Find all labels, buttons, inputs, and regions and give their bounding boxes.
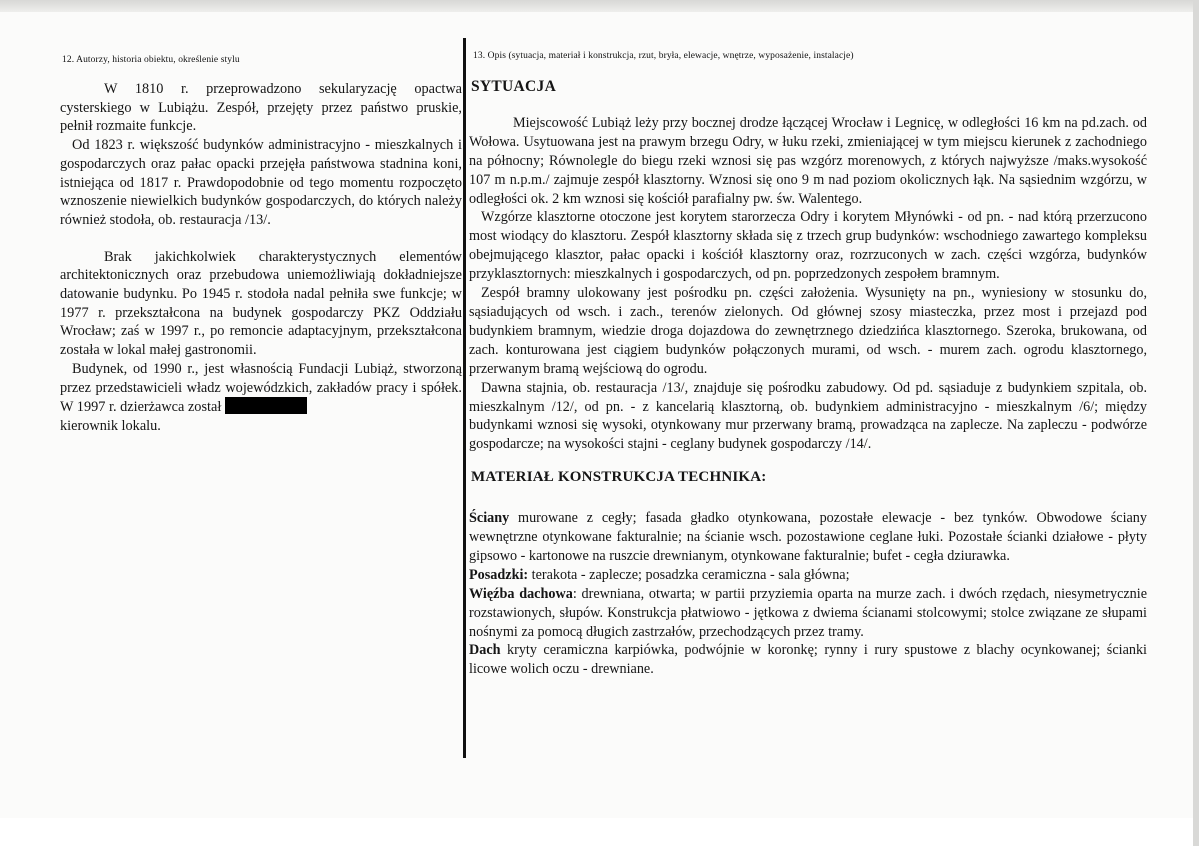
- material-term: Więźba dachowa: [469, 585, 573, 602]
- right-section-heading: 13. Opis (sytuacja, materiał i konstrukcja, rzut, bryła, elewacje, wnętrze, wyposażenie, instalacje): [473, 51, 854, 61]
- left-section-heading: 12. Autorzy, historia obiektu, określenie stylu: [62, 55, 240, 65]
- material-item-walls: [469, 509, 1147, 566]
- material-item-floors: [469, 566, 1147, 585]
- scan-edge-top: [0, 0, 1199, 12]
- situation-title: SYTUACJA: [471, 78, 557, 95]
- material-item-roof-truss: [469, 585, 1147, 642]
- redaction-block: [225, 397, 307, 414]
- history-paragraph-2: Od 1823 r. większość budynków administracyjno - mieszkalnych i gospodarczych oraz pałac opacki przejęła państwowa stadnina koni, istniejąca od 1817 r. Prawdopodobnie od tego momentu rozpoczęto wznoszenie niewielkich budynków gospodarczych, do których należy również stodoła, ob. restauracja /13/.: [60, 137, 462, 228]
- situation-paragraph-2: Wzgórze klasztorne otoczone jest korytem starorzecza Odry i korytem Młynówki - od pn. - nad którą przerzucono most wiodący do klasztoru. Zespół klasztorny składa się z trzech grup budynków: wschodniego zawartego kompleksu obejmującego klasztor, pałac opacki i kościół klasztorny oraz, rozrzuconych w zach. części wzgórza, budynków przyklasztornych: mieszkalnych i gospodarczych, od pn. poprzedzonych zespołem bramnym.: [469, 209, 1147, 283]
- material-text: murowane z cegły; fasada gładko otynkowana, pozostałe elewacje - bez tynków. Obwodowe ściany wewnętrzne otynkowane fakturalnie; na ścianie wsch. pozostawione ceglane łuki. Pozostałe ścianki działowe - płyty gipsowo - kartonowe na ruszcie drewnianym, otynkowane fakturalnie; bufet - cegła dziurawka.: [469, 510, 1147, 564]
- material-text: kryty ceramiczna karpiówka, podwójnie w koronkę; rynny i rury spustowe z blachy ocynkowanej; ścianki licowe wolich oczu - drewniane.: [469, 642, 1147, 678]
- situation-paragraph-3: Zespół bramny ulokowany jest pośrodku pn. części założenia. Wysunięty na pn., wyniesiony w stosunku do, sąsiadujących od wsch. i zach., terenów zielonych. Od głównej szosy miasteczka, przez most i przejazd pod budynkiem bramnym, wiedzie droga dojazdowa do zewnętrznego dziedzińca klasztornego. Szeroka, brukowana, od zach. konturowana jest ciągiem budynków połączonych murami, od wsch. - murem zach. ogrodu klasztornego, przerwanym bramą wejściową do ogrodu.: [469, 285, 1147, 377]
- material-title: MATERIAŁ KONSTRUKCJA TECHNIKA:: [471, 469, 767, 486]
- material-text: terakota - zaplecze; posadzka ceramiczna - sala główna;: [528, 566, 850, 583]
- situation-paragraph-1: Miejscowość Lubiąż leży przy bocznej drodze łączącej Wrocław i Legnicę, w odległości 16 km na pd.zach. od Wołowa. Usytuowana jest na prawym brzegu Odry, w łuku rzeki, zmieniającej w tym miejscu kierunek z zachodniego na północny; Równolegle do biegu rzeki wznosi się pas wzgórz morenowych, z których najwyższe /maks.wysokość 107 m n.p.m./ zajmuje zespół klasztorny. Wznosi się ono 9 m nad poziom okolicznych łąk. Na sąsiednim wzgórzu, w odległości ok. 2 km wznosi się kościół parafialny pw. św. Walentego.: [469, 114, 1147, 207]
- history-paragraph-5: kierownik lokalu.: [60, 417, 161, 434]
- history-column: [60, 80, 462, 436]
- material-term: Dach: [469, 642, 501, 659]
- material-item-roof: [469, 641, 1147, 679]
- history-paragraph-3: Brak jakichkolwiek charakterystycznych elementów architektonicznych oraz przebudowa uniemożliwiają dokładniejsze datowanie budynku. Po 1945 r. stodoła nadal pełniła swe funkcje; w 1977 r. przekształcona na budynek gospodarczy PKZ Oddziału Wrocław; zaś w 1997 r., po remoncie adaptacyjnym, przekształcona została w lokal małej gastronomii.: [60, 248, 462, 359]
- scan-edge-right: [1193, 0, 1199, 846]
- history-paragraph-1: W 1810 r. przeprowadzono sekularyzację opactwa cysterskiego w Lubiążu. Zespół, przejęty przez państwo pruskie, pełnił rozmaite funkcje.: [60, 81, 462, 135]
- material-text: : drewniana, otwarta; w partii przyziemia oparta na murze zach. i dwóch rzędach, niesymetrycznie rozstawionych, słupów. Konstrukcja płatwiowo - jętkowa z dwiema ścianami stolcowymi; stolce związane ze słupami nośnymi za pomocą długich zastrzałów, przechodzących przez tramy.: [469, 585, 1147, 640]
- history-paragraph-4: [60, 360, 462, 417]
- history-paragraph-4-text: Budynek, od 1990 r., jest własnością Fundacji Lubiąż, stworzoną przez przedstawicieli władz wojewódzkich, zakładów pracy i spółek. W 1997 r. dzierżawca został: [60, 360, 462, 416]
- description-column: [469, 78, 1147, 679]
- column-divider: [463, 38, 466, 758]
- situation-paragraph-4: Dawna stajnia, ob. restauracja /13/, znajduje się pośrodku zabudowy. Od pd. sąsiaduje z budynkiem szpitala, ob. mieszkalnym /12/, od pn. - z kancelarią klasztorną, ob. budynkiem administracyjno - mieszkalnym /6/; między budynkami wznosi się wysoki, otynkowany mur przerwany bramą, prowadząca na zaplecze. Na zapleczu - podwórze gospodarcze; na wysokości stajni - ceglany budynek gospodarczy /14/.: [469, 379, 1147, 453]
- material-term: Posadzki:: [469, 566, 529, 583]
- material-term: Ściany: [469, 510, 510, 527]
